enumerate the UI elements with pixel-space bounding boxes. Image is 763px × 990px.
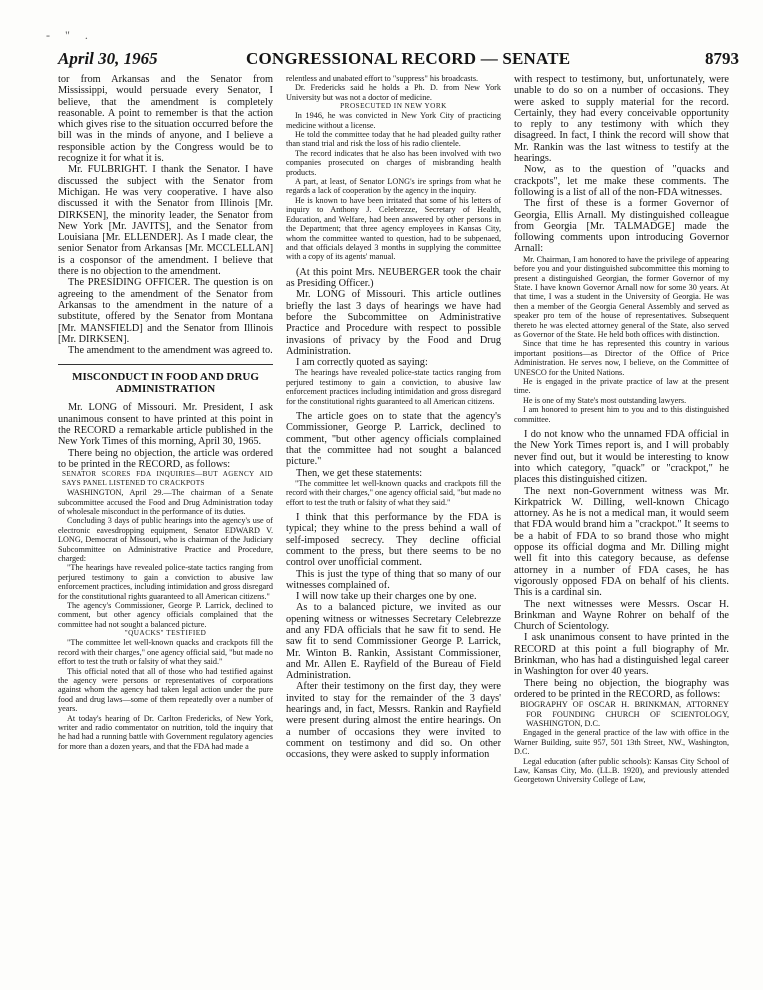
article-paragraph: relentless and unabated effort to "suppress" his broadcasts.: [286, 74, 479, 83]
paragraph: There being no objection, the biography was ordered to be printed in the RECORD, as follows:: [514, 677, 729, 700]
paragraph: I think that this performance by the FDA is typical; they whine to the press behind a wall of self-imposed secrecy. They decline official comment to the press, but there seems to be no control over unofficial comment.: [286, 512, 501, 569]
paragraph: As to a balanced picture, we invited as our opening witness or witnesses Secretary Celebrezze and any FDA officials that he saw fit to send. He saw fit to send Commissioner George P. Larrick, Mr. Winton B. Rankin, Assistant Commissioner, and Mr. Allen E. Rayfield of the Bureau of Field Administration.: [286, 602, 501, 682]
paragraph: The PRESIDING OFFICER. The question is on agreeing to the amendment of the Senator from Arkansas to the amendment in the nature of a substitute, offered by the Senator from Montana [Mr. MANSFIELD] and the Senator from Illinois [Mr. DIRKSEN].: [58, 277, 273, 345]
article-quote: "The hearings have revealed police-state tactics ranging from perjured testimony to gain a conviction to abusive law enforcement practices, including intimidation and gross disregard for the constitutional rights guaranteed to all American citizens.": [58, 563, 273, 601]
section-divider: [58, 364, 273, 365]
paragraph: There being no objection, the article was ordered to be printed in the RECORD, as follows:: [58, 447, 273, 470]
header-date: April 30, 1965: [58, 49, 158, 68]
article-paragraph: In 1946, he was convicted in New York City of practicing medicine without a license.: [286, 111, 501, 130]
quoted-paragraph: The hearings have revealed police-state tactics ranging from perjured testimony to gain a conviction, to abusive law enforcement practices including intimidation and gross disregard for the constitutional rights guaranteed to all American citizens.: [286, 368, 501, 406]
biography-paragraph: Engaged in the general practice of the law with office in the Warner Building, suite 957, 501 13th Street, NW., Washington, D.C.: [514, 728, 729, 757]
biography-paragraph: Legal education (after public schools): Kansas City School of Law, Kansas City, Mo. (LL.B. 1920), and previously attended Georgetown University College of Law,: [514, 756, 729, 785]
article-paragraph: He is known to have been irritated that some of his letters of inquiry to Anthony J. Celebrezze, Secretary of Health, Education, and Welfare, had been answered by other persons in the Department; that three agency employees in Kansas City, whom the committee wanted to question, had to be subpenaed, and that officials delayed 3 months in supplying the committee with a copy of its agents' manual.: [286, 195, 501, 262]
paragraph: with respect to testimony, but, unfortunately, were unable to do so on a number of occasions. They were asked to supply material for the record. Certainly, they had every conceivable opportunity to reply to any testimony with which they disagreed. In fact, I think the record will show that Mr. Rankin was the last witness to testify at the hearings.: [514, 74, 729, 165]
paragraph: The first of these is a former Governor of Georgia, Ellis Arnall. My distinguished colleague from Georgia [Mr. TALMADGE] made the following comments upon introducing Governor Arnall:: [514, 198, 729, 255]
margin-marks: - " .: [46, 28, 94, 42]
article-paragraph: A part, at least, of Senator LONG's ire springs from what he regards a lack of cooperation by the agency in the inquiry.: [286, 177, 501, 196]
paragraph: Mr. LONG of Missouri. Mr. President, I ask unanimous consent to have printed at this point in the RECORD a remarkable article published in the New York Times of this morning, April 30, 1965.: [58, 402, 273, 448]
paragraph: The next non-Government witness was Mr. Kirkpatrick W. Dilling, well-known Chicago attorney. As he is not a medical man, it would seem that FDA would brand him a "crackpot." It seems to be a habit of FDA to so brand those who might oppose its official dogma and Mr. Dilling might well fit into this category because, as defense attorney in a number of FDA cases, he has vigorously opposed FDA on behalf of his clients. This is a cardinal sin.: [514, 485, 729, 599]
page-number: 8793: [705, 49, 739, 68]
paragraph: The next witnesses were Messrs. Oscar H. Brinkman and Wayne Rohrer on behalf of the Church of Scientology.: [514, 598, 729, 633]
quoted-paragraph: He is one of my State's most outstanding lawyers.: [523, 395, 687, 405]
paragraph: This is just the type of thing that so many of our witnesses complained of.: [286, 568, 501, 591]
quoted-paragraph: I am honored to present him to you and to this distinguished committee.: [514, 405, 729, 424]
quoted-paragraph: He is engaged in the private practice of law at the present time.: [514, 377, 729, 396]
biography-title: BIOGRAPHY OF OSCAR H. BRINKMAN, ATTORNEY FOR FOUNDING CHURCH OF SCIENTOLOGY, WASHINGTON, D.C.: [520, 700, 729, 728]
paragraph: Mr. FULBRIGHT. I thank the Senator. I have discussed the subject with the Senator from Michigan. He was very cooperative. I have also discussed it with the Senator from Illinois [Mr. DIRKSEN], the minority leader, the Senator from New York [Mr. JAVITS], and the Senator from Louisiana [Mr. ELLENDER]. As I made clear, the senior Senator from Arkansas [Mr. MCCLELLAN] is a cosponsor of the amendment. I believe that there is no objection to the amendment.: [58, 164, 273, 278]
article-paragraph: Dr. Fredericks said he holds a Ph. D. from New York University but was not a doctor of medicine.: [286, 83, 501, 102]
article-paragraph: The agency's Commissioner, George P. Larrick, declined to comment, but other agency officials complained that the committee had not sought a balanced picture.: [58, 601, 273, 629]
section-heading: MISCONDUCT IN FOOD AND DRUG ADMINISTRATION: [72, 371, 259, 396]
quoted-paragraph: Mr. Chairman, I am honored to have the privilege of appearing before you and your distinguished subcommittee this morning to present a distinguished Georgian, the former Governor of my State. I have known Governor Arnall now for some 30 years. At that time, I was a student in the University of Georgia. He was then a member of the Georgia General Assembly and served as speaker pro tem of the house of representatives. Subsequent thereto he was elected attorney general of the State, also served as Governor of the State. He held both offices with distinction.: [514, 254, 729, 339]
paragraph: Mr. LONG of Missouri. This article outlines briefly the last 3 days of hearings we have had before the Subcommittee on Administrative Practice and Procedure with respect to possible invasions of privacy by the Food and Drug Administration.: [286, 289, 501, 357]
paragraph: I am correctly quoted as saying:: [296, 357, 428, 369]
article-subhead: SENATOR SCORES FDA INQUIRIES—BUT AGENCY AID SAYS PANEL LISTENED TO CRACKPOTS: [62, 470, 273, 488]
article-paragraph: He told the committee today that he had pleaded guilty rather than stand trial and risk the loss of his radio clientele.: [286, 130, 501, 149]
paragraph: I ask unanimous consent to have printed in the RECORD at this point a full biography of Mr. Brinkman, who has had a distinguished legal career in Washington for over 40 years.: [514, 632, 729, 678]
paragraph: I will now take up their charges one by one.: [296, 591, 477, 603]
paragraph: Then, we get these statements:: [296, 467, 423, 479]
article-subhead: PROSECUTED IN NEW YORK: [340, 102, 447, 111]
paragraph: The article goes on to state that the agency's Commissioner, George P. Larrick, declined to comment, "but other agency officials complained that the committee had not sought a balanced picture.": [286, 411, 501, 468]
column-3: [514, 74, 729, 984]
page-header: [58, 49, 739, 71]
article-paragraph: The record indicates that he also has been involved with two companies prosecuted on charges of misbranding health products.: [286, 148, 501, 177]
header-title: CONGRESSIONAL RECORD — SENATE: [246, 49, 571, 68]
article-paragraph: At today's hearing of Dr. Carlton Fredericks, of New York, writer and radio commentator on nutrition, told the inquiry that he had had a running battle with Government regulatory agencies for more than a dozen years, and that the FDA had made a: [58, 713, 273, 751]
column-1: [58, 74, 273, 984]
article-paragraph: WASHINGTON, April 29.—The chairman of a Senate subcommittee accused the Food and Drug Administration today of wholesale misconduct in the performance of its duties.: [58, 488, 273, 517]
article-paragraph: Concluding 3 days of public hearings into the agency's use of electronic eavesdropping equipment, Senator EDWARD V. LONG, Democrat of Missouri, who is chairman of the Judiciary Subcommittee on Administrative Practice and Procedure, charged:: [58, 516, 273, 564]
paragraph: tor from Arkansas and the Senator from Mississippi, would persuade every Senator, I believe, that the amendment is completely reasonable. A point to remember is that the action which gives rise to the situation occurred before the bill was in the minds of anyone, and I believe a responsible action by the Congress would be to recognize it for what it is.: [58, 74, 273, 165]
article-paragraph: This official noted that all of those who had testified against the agency were persons or representatives of corporations against whom the agency had taken legal action under the pure food and drug laws—some of them repeatedly over a number of years.: [58, 666, 273, 714]
article-subhead: "QUACKS" TESTIFIED: [124, 629, 207, 638]
article-paragraph: "The committee let well-known quacks and crackpots fill the record with their charges," one agency official said, "but made no effort to test the truth or falsity of what they said.": [58, 638, 273, 667]
paragraph: Now, as to the question of "quacks and crackpots", let me make these comments. The following is a list of all of the non-FDA witnesses.: [514, 164, 729, 198]
paragraph: The amendment to the amendment was agreed to.: [68, 345, 273, 357]
paragraph: (At this point Mrs. NEUBERGER took the chair as Presiding Officer.): [286, 266, 501, 290]
quoted-paragraph: "The committee let well-known quacks and crackpots fill the record with their charges," one agency official said, "but made no effort to test the truth or falsity of what they said.": [286, 478, 501, 507]
quoted-paragraph: Since that time he has represented this country in various important positions—as Director of the Office of Price Administration. He serves now, I believe, on the Committee of UNESCO for the United Nations.: [514, 339, 729, 377]
paragraph: I do not know who the unnamed FDA official in the New York Times report is, and I will probably never find out, but it would be interesting to know into which category, "quack" or "crackpot," he places this distinguished citizen.: [514, 429, 729, 486]
paragraph: After their testimony on the first day, they were invited to stay for the remainder of the 3 days' hearings and, in fact, Messrs. Rankin and Rayfield were present during almost the entire hearings. On a number of occasions they were invited to comment on testimony and did so. On other occasions, they were asked to supply information: [286, 681, 501, 761]
column-2: [286, 74, 501, 984]
